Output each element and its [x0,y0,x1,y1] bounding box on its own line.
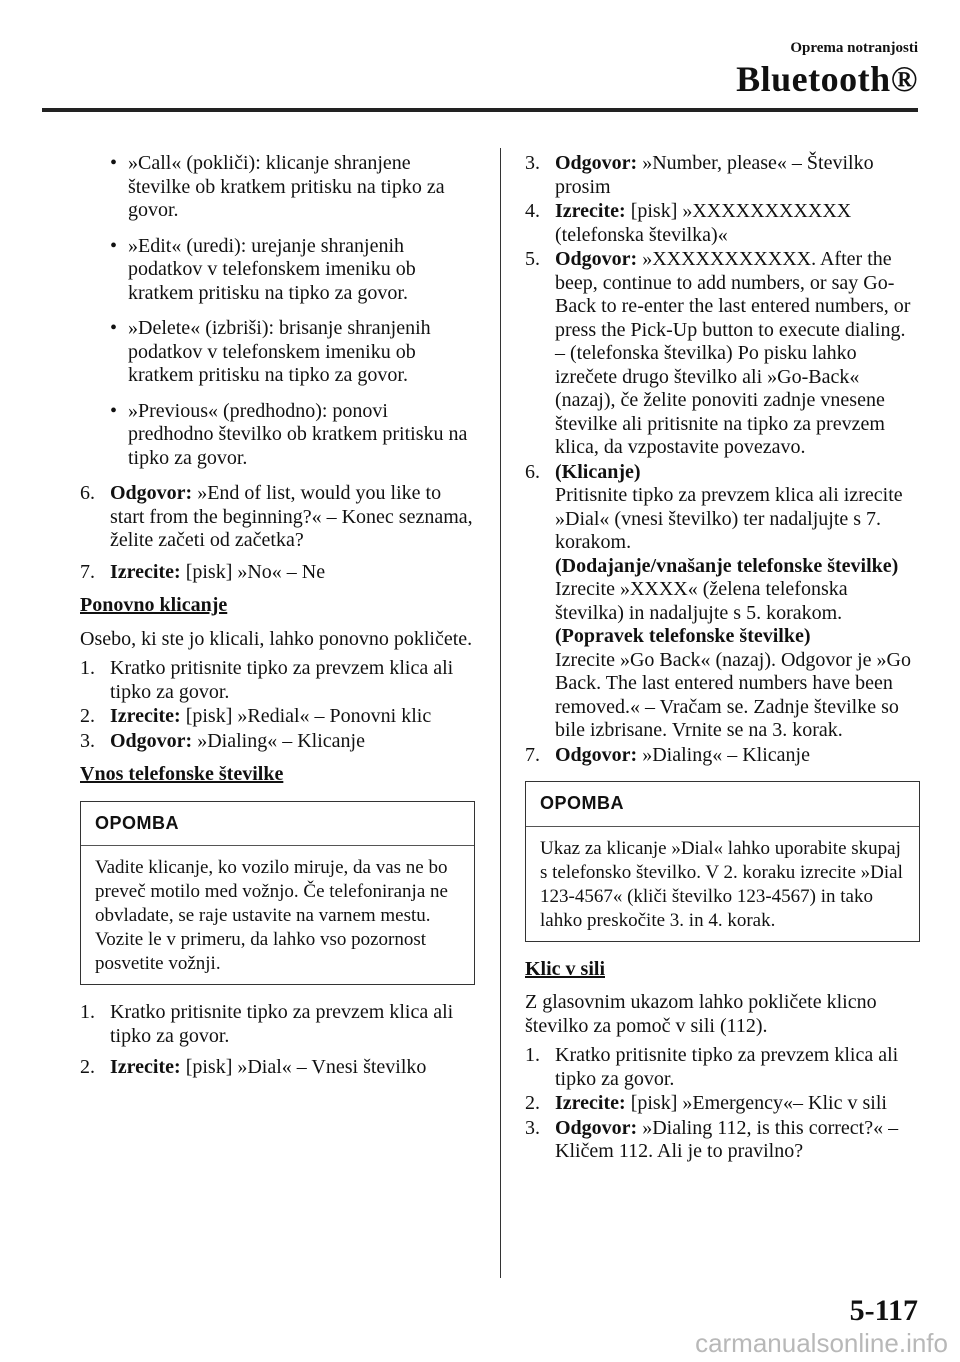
list-item: • »Edit« (uredi): urejanje shranjenih podatkov v telefonskem imeniku ob kratkem pritisku na tipko za govor. [110,234,416,304]
paragraph: Z glasovnim ukazom lahko pokličete klicno številko za pomoč v sili (112). [525,991,877,1037]
bullet-icon: • [110,317,118,339]
step-item: 2. Izrecite: [pisk] »Emergency«– Klic v sili [525,1092,887,1114]
note-title: OPOMBA [81,802,474,847]
note-text: Ukaz za klicanje »Dial« lahko uporabite skupaj s telefonsko številko. V 2. koraku izrecite »Dial 123-4567« (kliči številko 123-4567) in tako lahko preskočite 3. in 4. korak. [540,837,903,931]
note-box [525,781,920,942]
step-item: 4. Izrecite: [pisk] »XXXXXXXXXXX (telefonska številka)« [525,200,852,246]
page-title: Bluetooth® [736,59,918,99]
note-text: Vadite klicanje, ko vozilo miruje, da vas ne bo preveč motilo med vožnjo. Če telefoniranja ne obvladate, se raje ustavite na varnem mestu. Vozite le v primeru, da lahko vso pozornost posvetite vožnji. [95,857,448,974]
step-item: 7. Odgovor: »Dialing« – Klicanje [525,743,810,766]
section-heading: Ponovno klicanje [80,594,228,616]
note-box [80,801,475,986]
step-item: 2. Izrecite: [pisk] »Dial« – Vnesi številko [80,1056,427,1078]
step-item: 6. Odgovor: »End of list, would you like to start from the beginning?« – Konec seznama, želite začeti od začetka? [80,482,473,551]
list-item: • »Previous« (predhodno): ponovi predhodno številko ob kratkem pritisku na tipko za govor. [110,399,468,469]
step-item: 3. Odgovor: »Dialing 112, is this correct?« – Kličem 112. Ali je to pravilno? [525,1116,899,1162]
page-number: 5-117 [849,1294,918,1327]
step-item: 1. Kratko pritisnite tipko za prevzem klica ali tipko za govor. [80,657,454,703]
sub-heading: (Klicanje) [555,460,641,483]
step-item: 5. Odgovor: »XXXXXXXXXXX. After the beep, continue to add numbers, or say Go-Back to re-enter the last entered numbers, or press the Pick-Up button to execute dialing. – (telefonska številka) Po pisku lahko izrečete drugo številko ali »Go-Back« (nazaj), če želite ponoviti zadnje vnesene številke ali pritisnite na tipko za prevzem klica, da vzpostavite povezavo. [525,248,911,458]
section-heading: Klic v sili [525,957,605,980]
bullet-icon: • [110,152,118,174]
step-item: 1. Kratko pritisnite tipko za prevzem klica ali tipko za govor. [80,1001,454,1047]
section-title: Oprema notranjosti [790,40,918,56]
step-item: 2. Izrecite: [pisk] »Redial« – Ponovni klic [80,705,432,727]
section-heading: Vnos telefonske številke [80,763,284,785]
header-rule [42,108,918,112]
bullet-icon: • [110,399,118,422]
left-column [80,152,475,1088]
bullet-icon: • [110,234,118,257]
step-item: 3. Odgovor: »Dialing« – Klicanje [80,729,365,752]
list-item: • »Call« (pokliči): klicanje shranjene številke ob kratkem pritisku na tipko za govor. [110,152,445,221]
list-item: • »Delete« (izbriši): brisanje shranjenih podatkov v telefonskem imeniku ob kratkem pritisku na tipko za govor. [110,317,431,386]
column-divider [500,148,501,1278]
sub-heading: (Dodajanje/vnašanje telefonske številke) [555,554,899,577]
paragraph: Osebo, ki ste jo klicali, lahko ponovno pokličete. [80,627,473,650]
step-item: 7. Izrecite: [pisk] »No« – Ne [80,560,326,583]
sub-heading: (Popravek telefonske številke) [555,625,811,647]
note-title: OPOMBA [526,782,919,827]
right-column [525,152,920,1165]
step-item: 6. (Klicanje) Pritisnite tipko za prevzem klica ali izrecite »Dial« (vnesi številko) ter nadaljujte s 7. korakom. (Dodajanje/vnašanje telefonske številke) Izrecite »XXXX« (želena telefonska številka) in nadaljujte s 5. korakom. (Popravek telefonske številke) Izrecite »Go Back« (nazaj). Odgovor je »Go Back. The last entered numbers have been removed.« – Vračam se. Zadnje številke so bile izbrisane. Vrnite se na 3. korak. [525,461,920,743]
step-item: 1. Kratko pritisnite tipko za prevzem klica ali tipko za govor. [525,1044,899,1090]
watermark: carmanualsonline.info [695,1328,948,1358]
step-item: 3. Odgovor: »Number, please« – Številko prosim [525,152,874,198]
